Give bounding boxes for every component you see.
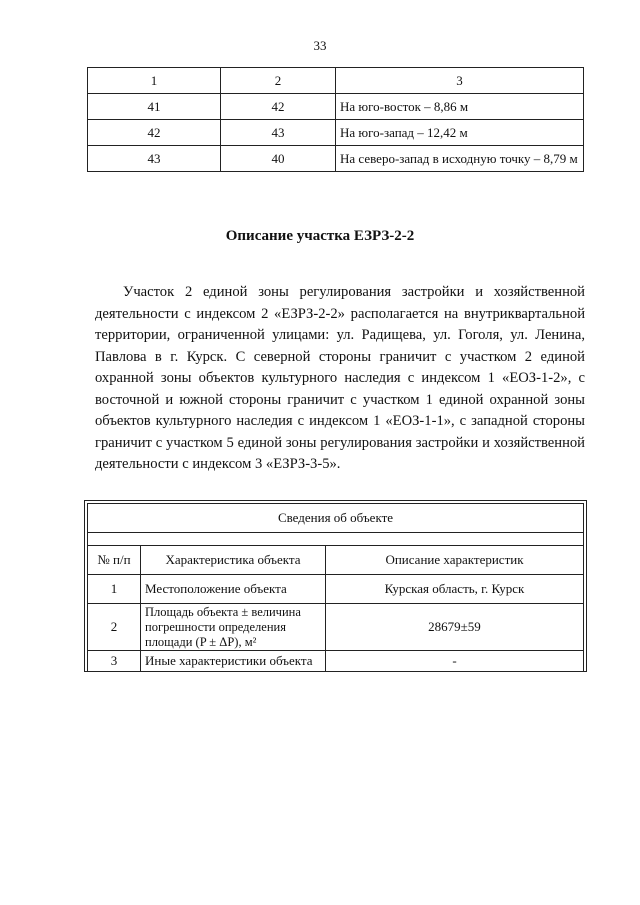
boundary-table <box>87 67 584 172</box>
row-number: 2 <box>88 604 141 651</box>
header-cell: 3 <box>336 68 584 94</box>
row-value: 28679±59 <box>326 604 584 651</box>
row-characteristic: Местоположение объекта <box>141 575 326 604</box>
page-number: 33 <box>313 38 327 53</box>
table-row <box>88 575 584 604</box>
to-point-cell: 40 <box>221 146 336 172</box>
description-paragraph: Участок 2 единой зоны регулирования застройки и хозяйственной деятельности с индексом 2 «ЕЗРЗ-2-2» располагается на внутриквартальной территории, ограниченной улицами: ул. Радищева, ул. Гоголя, ул. Ленина, Павлова в г. Курск. С северной стороны граничит с участком 2 единой охранной зоны объектов культурного наследия с индексом 1 «ЕОЗ-1-2», с восточной и южной стороны граничит с участком 1 единой охранной зоны объектов культурного наследия с индексом 1 «ЕОЗ-1-1», с западной стороны граничит с участком 5 единой зоны регулирования застройки и хозяйственной деятельности с индексом 3 «ЕЗРЗ-3-5». <box>95 284 585 472</box>
table-row <box>88 94 584 120</box>
to-point-cell: 43 <box>221 120 336 146</box>
row-number: 3 <box>88 651 141 672</box>
table-row <box>88 120 584 146</box>
header-cell: 2 <box>221 68 336 94</box>
direction-cell: На юго-восток – 8,86 м <box>336 94 584 120</box>
header-description: Описание характеристик <box>326 546 584 575</box>
from-point-cell: 42 <box>88 120 221 146</box>
table-row <box>88 604 584 651</box>
info-table-caption: Сведения об объекте <box>88 504 584 533</box>
from-point-cell: 43 <box>88 146 221 172</box>
header-characteristic: Характеристика объекта <box>141 546 326 575</box>
row-value: - <box>326 651 584 672</box>
from-point-cell: 41 <box>88 94 221 120</box>
section-title: Описание участка ЕЗРЗ-2-2 <box>225 228 415 244</box>
direction-cell: На юго-запад – 12,42 м <box>336 120 584 146</box>
row-characteristic: Иные характеристики объекта <box>141 651 326 672</box>
row-number: 1 <box>88 575 141 604</box>
spacer-cell <box>88 533 584 546</box>
row-value: Курская область, г. Курск <box>326 575 584 604</box>
info-table-spacer <box>88 533 584 546</box>
row-characteristic: Площадь объекта ± величина погрешности определения площади (P ± ΔP), м² <box>141 604 326 651</box>
table-row <box>88 651 584 672</box>
to-point-cell: 42 <box>221 94 336 120</box>
info-table-header-row <box>88 546 584 575</box>
direction-cell: На северо-запад в исходную точку – 8,79 м <box>336 146 584 172</box>
table-row <box>88 146 584 172</box>
info-table-caption-row <box>88 504 584 533</box>
table-header-row <box>88 68 584 94</box>
object-info-table <box>87 503 584 672</box>
header-number: № п/п <box>88 546 141 575</box>
header-cell: 1 <box>88 68 221 94</box>
